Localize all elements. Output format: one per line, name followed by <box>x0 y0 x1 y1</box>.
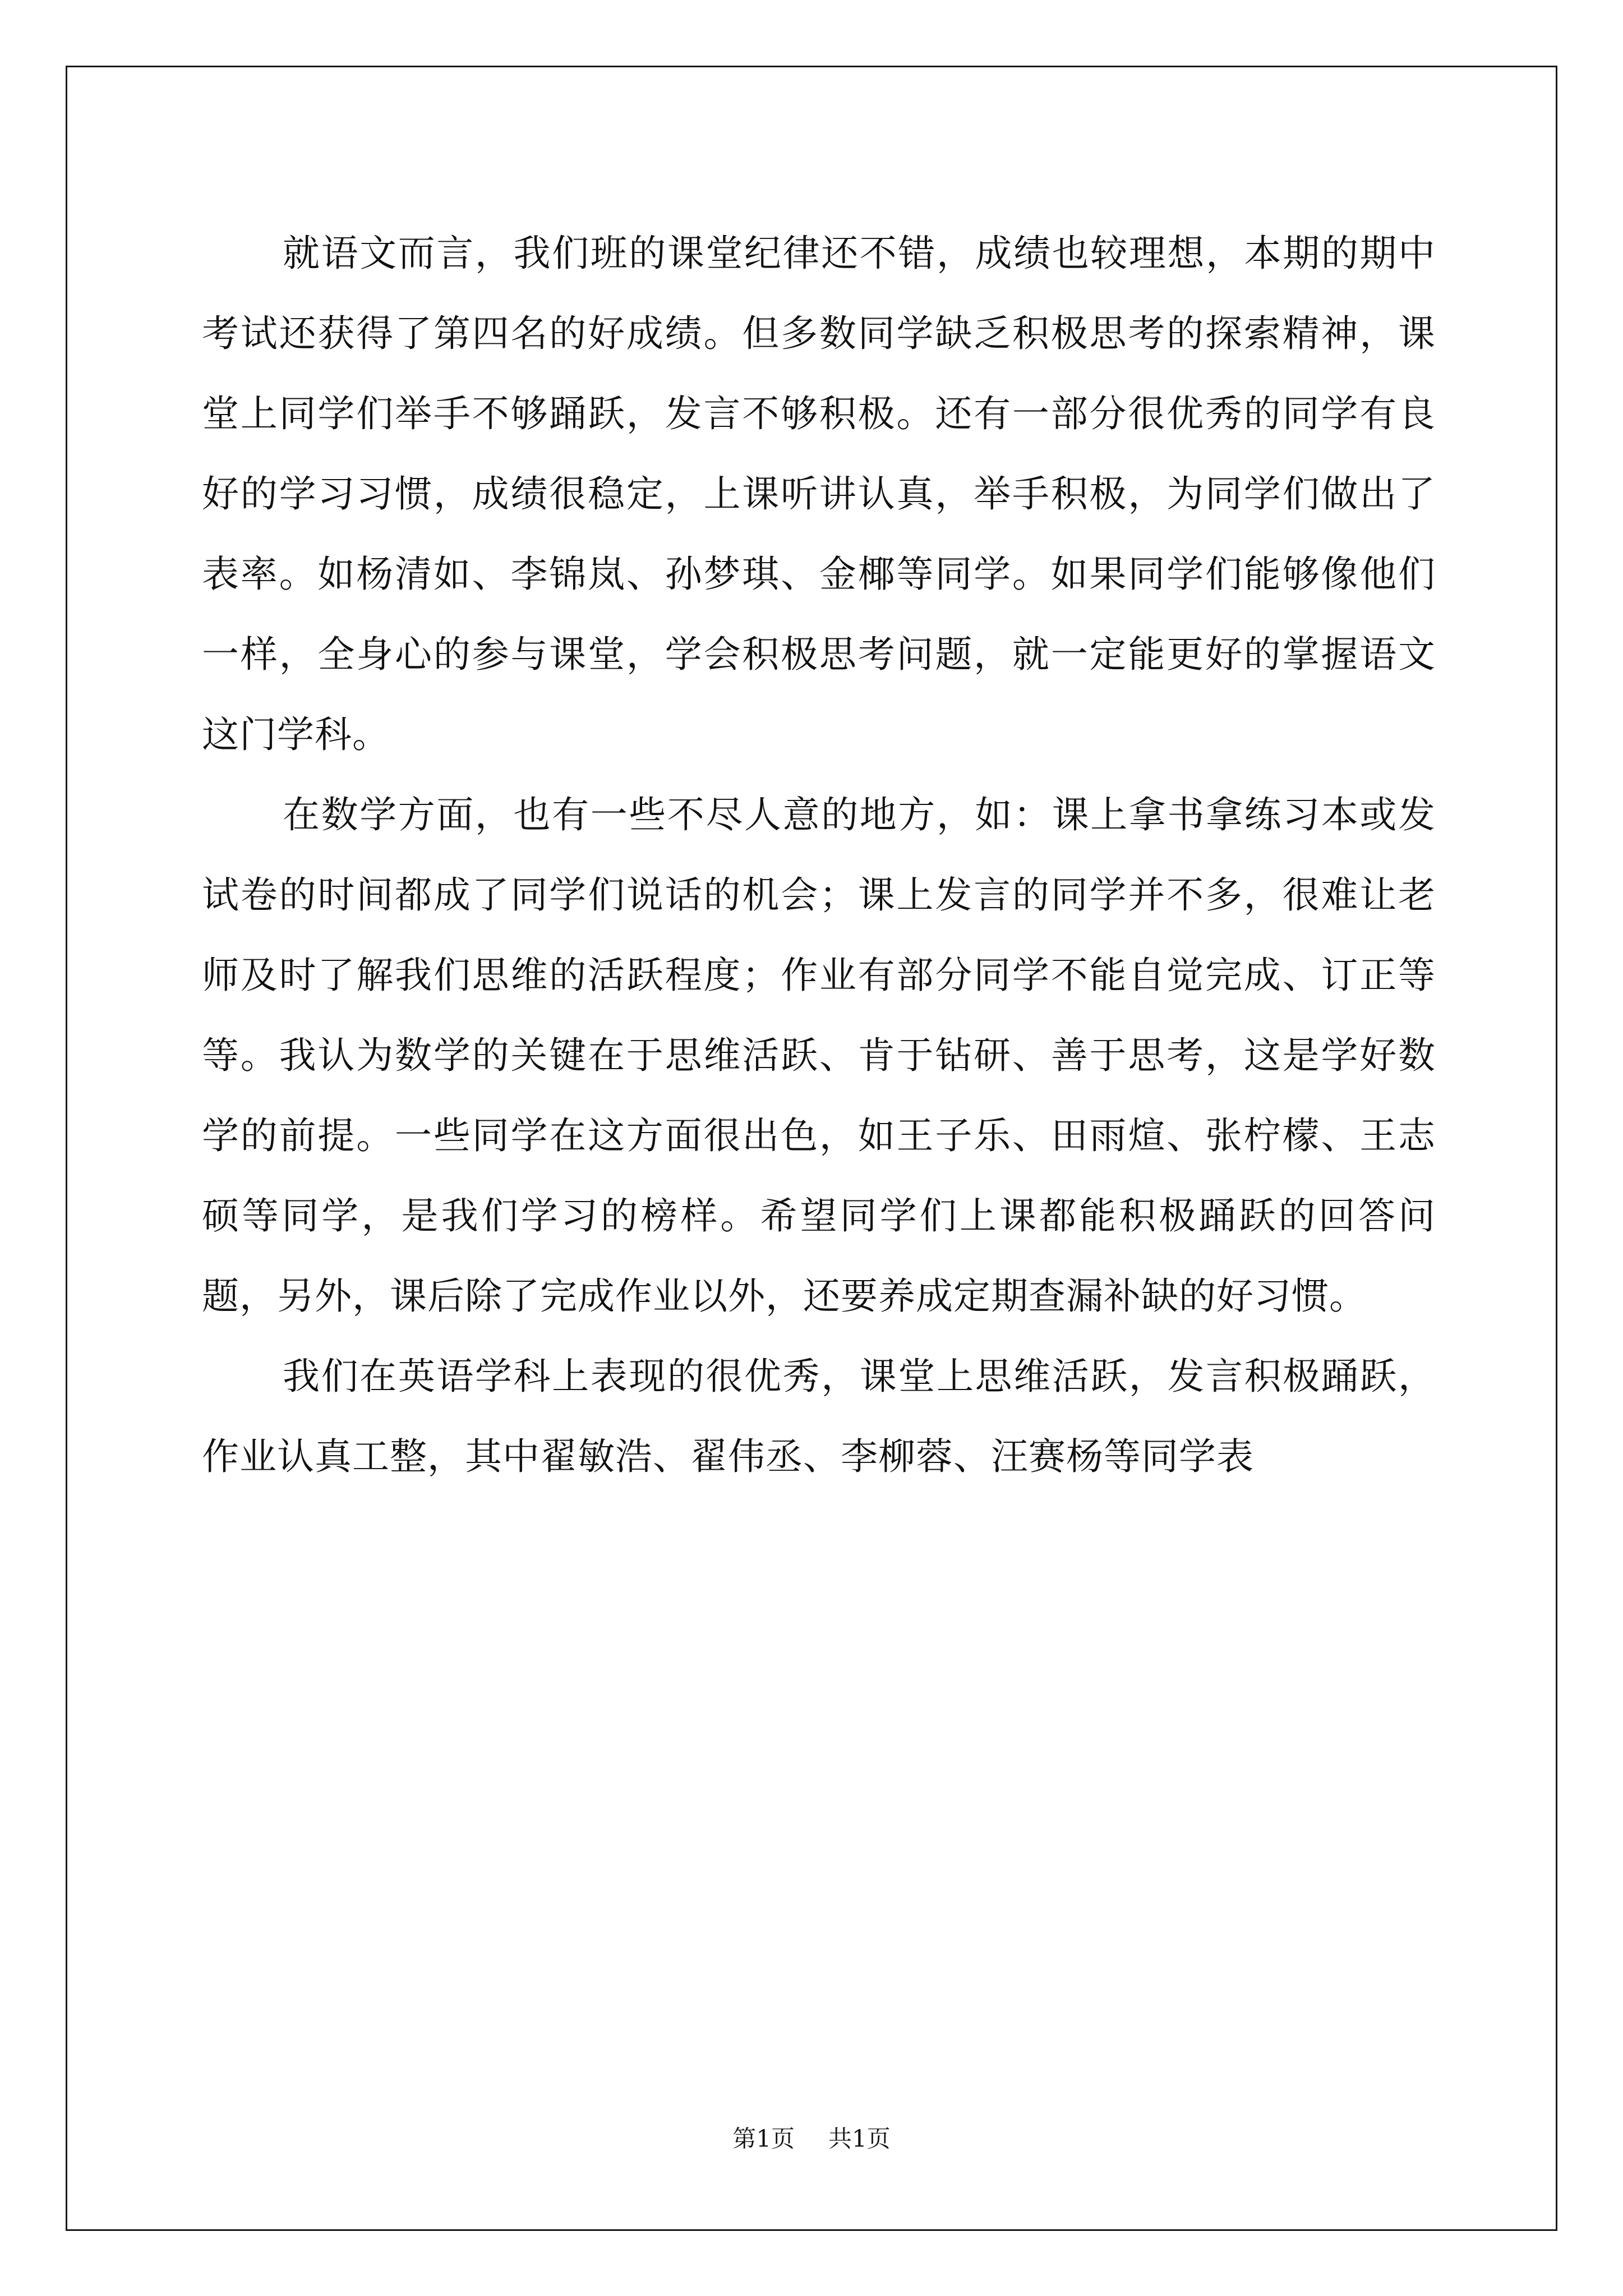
paragraph-math: 在数学方面，也有一些不尽人意的地方，如：课上拿书拿练习本或发试卷的时间都成了同学们说话的机会；课上发言的同学并不多，很难让老师及时了解我们思维的活跃程度；作业有部分同学不能自觉完成、订正等等。我认为数学的关键在于思维活跃、肯于钻研、善于思考，这是学好数学的前提。一些同学在这方面很出色，如王子乐、田雨煊、张柠檬、王志硕等同学，是我们学习的榜样。希望同学们上课都能积极踊跃的回答问题，另外，课后除了完成作业以外，还要养成定期查漏补缺的好习惯。 <box>202 793 1436 1318</box>
document-body <box>202 213 1436 1497</box>
paragraph-chinese: 就语文而言，我们班的课堂纪律还不错，成绩也较理想，本期的期中考试还获得了第四名的好成绩。但多数同学缺乏积极思考的探索精神，课堂上同学们举手不够踊跃，发言不够积极。还有一部分很优秀的同学有良好的学习习惯，成绩很稳定，上课听讲认真，举手积极，为同学们做出了表率。如杨清如、李锦岚、孙梦琪、金椰等同学。如果同学们能够像他们一样，全身心的参与课堂，学会积极思考问题，就一定能更好的掌握语文这门学科。 <box>202 232 1436 756</box>
paragraph-english: 我们在英语学科上表现的很优秀，课堂上思维活跃，发言积极踊跃，作业认真工整，其中翟敏浩、翟伟丞、李柳蓉、汪赛杨等同学表 <box>202 1355 1436 1478</box>
page-footer <box>0 2120 1623 2154</box>
page-total: 共1页 <box>828 2125 891 2152</box>
page-number: 第1页 <box>732 2125 795 2152</box>
